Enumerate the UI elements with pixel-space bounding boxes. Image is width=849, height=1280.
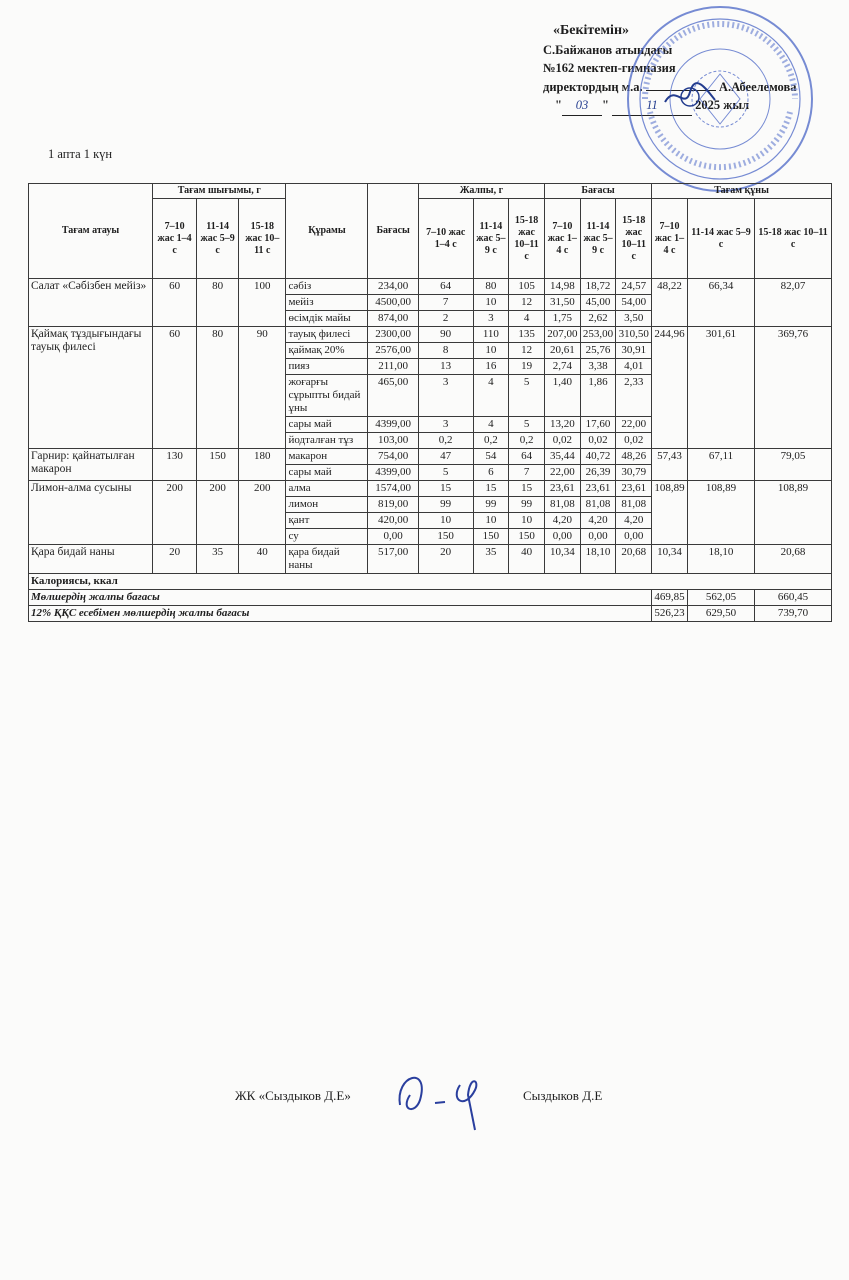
date-line: " 03 " 11 2025 жыл [543, 96, 843, 116]
table-header-row [29, 184, 832, 199]
dish-price: 108,89 [687, 481, 754, 545]
ingredient-grams: 3 [473, 311, 509, 327]
ingredient-grams: 19 [509, 359, 545, 375]
ingredient-grams: 64 [509, 449, 545, 465]
dish-output: 80 [197, 327, 239, 449]
dish-output: 20 [153, 545, 197, 574]
ingredient-price: 465,00 [368, 375, 418, 417]
dish-price: 244,96 [652, 327, 688, 449]
dish-price: 48,22 [652, 279, 688, 327]
ingredient-cost: 10,34 [544, 545, 580, 574]
ingredient-name: сәбіз [286, 279, 368, 295]
ingredient-name: йодталған тұз [286, 433, 368, 449]
ingredient-cost: 14,98 [544, 279, 580, 295]
ingredient-grams: 3 [418, 417, 473, 433]
ingredient-cost: 18,72 [580, 279, 616, 295]
ingredient-grams: 4 [473, 417, 509, 433]
age-header: 7–10 жас 1–4 с [418, 199, 473, 279]
ingredient-cost: 20,61 [544, 343, 580, 359]
ingredient-grams: 105 [509, 279, 545, 295]
ingredient-cost: 13,20 [544, 417, 580, 433]
dish-price: 82,07 [755, 279, 832, 327]
ingredient-cost: 30,91 [616, 343, 652, 359]
age-header: 11-14 жас 5–9 с [197, 199, 239, 279]
ingredient-cost: 253,00 [580, 327, 616, 343]
ingredient-grams: 7 [509, 465, 545, 481]
ingredient-name: макарон [286, 449, 368, 465]
ingredient-grams: 135 [509, 327, 545, 343]
ingredient-grams: 12 [509, 343, 545, 359]
ingredient-name: сары май [286, 417, 368, 433]
ingredient-row [29, 327, 832, 343]
ingredient-price: 2576,00 [368, 343, 418, 359]
dish-name: Салат «Сәбізбен мейіз» [29, 279, 153, 327]
director-label: директордың м.а. [543, 79, 643, 94]
ingredient-grams: 4 [509, 311, 545, 327]
dish-price: 369,76 [755, 327, 832, 449]
ingredient-grams: 54 [473, 449, 509, 465]
dish-price: 10,34 [652, 545, 688, 574]
ingredient-price: 0,00 [368, 529, 418, 545]
ingredient-cost: 4,20 [544, 513, 580, 529]
dish-price: 301,61 [687, 327, 754, 449]
ingredient-grams: 20 [418, 545, 473, 574]
ingredient-cost: 2,62 [580, 311, 616, 327]
dish-output: 180 [239, 449, 286, 481]
age-header: 15-18 жас 10–11 с [755, 199, 832, 279]
ingredient-cost: 35,44 [544, 449, 580, 465]
col-composition: Құрамы [286, 184, 368, 279]
dish-output: 90 [239, 327, 286, 449]
ingredient-name: сары май [286, 465, 368, 481]
ingredient-cost: 23,61 [616, 481, 652, 497]
ingredient-grams: 4 [473, 375, 509, 417]
ingredient-row [29, 481, 832, 497]
ingredient-price: 4399,00 [368, 465, 418, 481]
ingredient-name: жоғарғы сұрыпты бидай ұны [286, 375, 368, 417]
approve-title: «Бекітемін» [553, 23, 630, 38]
ingredient-grams: 40 [509, 545, 545, 574]
ingredient-cost: 310,50 [616, 327, 652, 343]
dish-output: 60 [153, 327, 197, 449]
age-header: 11-14 жас 5–9 с [473, 199, 509, 279]
ingredient-price: 211,00 [368, 359, 418, 375]
dish-price: 108,89 [755, 481, 832, 545]
age-header: 15-18 жас 10–11 с [509, 199, 545, 279]
ingredient-cost: 23,61 [544, 481, 580, 497]
ingredient-grams: 6 [473, 465, 509, 481]
dish-price: 18,10 [687, 545, 754, 574]
ingredient-cost: 30,79 [616, 465, 652, 481]
vat-total-row [29, 606, 832, 622]
ingredient-cost: 2,33 [616, 375, 652, 417]
ingredient-grams: 2 [418, 311, 473, 327]
ingredient-price: 819,00 [368, 497, 418, 513]
ingredient-name: қант [286, 513, 368, 529]
total-value: 660,45 [755, 590, 832, 606]
ingredient-cost: 1,75 [544, 311, 580, 327]
dish-output: 130 [153, 449, 197, 481]
school-name: С.Байжанов атындағы [543, 42, 673, 57]
ingredient-cost: 81,08 [580, 497, 616, 513]
supplier-name: ЖК «Сыздыков Д.Е» [235, 1088, 351, 1103]
ingredient-grams: 5 [509, 417, 545, 433]
ingredient-cost: 0,02 [544, 433, 580, 449]
ingredient-cost: 31,50 [544, 295, 580, 311]
dish-price: 57,43 [652, 449, 688, 481]
ingredient-grams: 110 [473, 327, 509, 343]
dish-price: 20,68 [755, 545, 832, 574]
ingredient-grams: 13 [418, 359, 473, 375]
total-value: 469,85 [652, 590, 688, 606]
ingredient-name: пияз [286, 359, 368, 375]
ingredient-row [29, 279, 832, 295]
ingredient-name: қара бидай наны [286, 545, 368, 574]
date-year: 2025 жыл [695, 98, 750, 112]
ingredient-cost: 26,39 [580, 465, 616, 481]
ingredient-cost: 3,38 [580, 359, 616, 375]
ingredient-name: су [286, 529, 368, 545]
ingredient-grams: 150 [473, 529, 509, 545]
ingredient-cost: 18,10 [580, 545, 616, 574]
total-value: 562,05 [687, 590, 754, 606]
dish-price: 67,11 [687, 449, 754, 481]
ingredient-cost: 4,01 [616, 359, 652, 375]
ingredient-grams: 5 [418, 465, 473, 481]
ingredient-row [29, 545, 832, 574]
ingredient-cost: 1,40 [544, 375, 580, 417]
ingredient-grams: 5 [509, 375, 545, 417]
dish-name: Қара бидай наны [29, 545, 153, 574]
director-name: А.Абеелемова [718, 79, 797, 94]
dish-output: 40 [239, 545, 286, 574]
dish-output: 200 [153, 481, 197, 545]
ingredient-grams: 16 [473, 359, 509, 375]
ingredient-cost: 0,02 [616, 433, 652, 449]
ingredient-price: 754,00 [368, 449, 418, 465]
col-dish-price: Тағам құны [652, 184, 832, 199]
ingredient-name: өсімдік майы [286, 311, 368, 327]
ingredient-grams: 0,2 [509, 433, 545, 449]
ingredient-cost: 2,74 [544, 359, 580, 375]
ingredient-grams: 10 [473, 513, 509, 529]
ingredient-grams: 150 [418, 529, 473, 545]
col-price: Бағасы [368, 184, 418, 279]
ingredient-price: 517,00 [368, 545, 418, 574]
ingredient-grams: 99 [473, 497, 509, 513]
ingredient-grams: 0,2 [473, 433, 509, 449]
age-header: 7–10 жас 1–4 с [544, 199, 580, 279]
age-header: 11-14 жас 5–9 с [580, 199, 616, 279]
ingredient-cost: 48,26 [616, 449, 652, 465]
dish-price: 79,05 [755, 449, 832, 481]
ingredient-cost: 0,00 [616, 529, 652, 545]
ingredient-price: 420,00 [368, 513, 418, 529]
calories-row [29, 574, 832, 590]
ingredient-cost: 40,72 [580, 449, 616, 465]
date-month: 11 [612, 96, 692, 116]
ingredient-cost: 24,57 [616, 279, 652, 295]
ingredient-grams: 15 [473, 481, 509, 497]
director-signature [660, 82, 720, 112]
menu-body [29, 279, 832, 574]
ingredient-grams: 99 [509, 497, 545, 513]
ingredient-cost: 22,00 [616, 417, 652, 433]
supplier-signature [390, 1055, 510, 1135]
age-header: 7–10 жас 1–4 с [652, 199, 688, 279]
ingredient-cost: 17,60 [580, 417, 616, 433]
ingredient-grams: 10 [509, 513, 545, 529]
ingredient-grams: 3 [418, 375, 473, 417]
ingredient-grams: 90 [418, 327, 473, 343]
ingredient-grams: 15 [418, 481, 473, 497]
age-header: 7–10 жас 1–4 с [153, 199, 197, 279]
vat-total-value: 526,23 [652, 606, 688, 622]
ingredient-name: қаймақ 20% [286, 343, 368, 359]
ingredient-price: 1574,00 [368, 481, 418, 497]
calories-label: Калориясы, ккал [29, 574, 832, 590]
ingredient-cost: 3,50 [616, 311, 652, 327]
total-label: Мөлшердің жалпы бағасы [29, 590, 652, 606]
ingredient-grams: 12 [509, 295, 545, 311]
ingredient-row [29, 449, 832, 465]
vat-total-value: 739,70 [755, 606, 832, 622]
ingredient-cost: 207,00 [544, 327, 580, 343]
ingredient-cost: 1,86 [580, 375, 616, 417]
ingredient-cost: 81,08 [616, 497, 652, 513]
ingredient-cost: 0,00 [580, 529, 616, 545]
ingredient-grams: 0,2 [418, 433, 473, 449]
ingredient-grams: 10 [418, 513, 473, 529]
ingredient-grams: 8 [418, 343, 473, 359]
total-row [29, 590, 832, 606]
ingredient-grams: 64 [418, 279, 473, 295]
ingredient-name: алма [286, 481, 368, 497]
ingredient-cost: 54,00 [616, 295, 652, 311]
ingredient-grams: 35 [473, 545, 509, 574]
dish-output: 200 [197, 481, 239, 545]
dish-name: Лимон-алма сусыны [29, 481, 153, 545]
age-header: 15-18 жас 10–11 с [616, 199, 652, 279]
dish-output: 80 [197, 279, 239, 327]
ingredient-grams: 15 [509, 481, 545, 497]
dish-output: 150 [197, 449, 239, 481]
vat-total-value: 629,50 [687, 606, 754, 622]
dish-name: Қаймақ тұздығындағы тауық филесі [29, 327, 153, 449]
ingredient-price: 103,00 [368, 433, 418, 449]
ingredient-cost: 0,00 [544, 529, 580, 545]
age-header: 11-14 жас 5–9 с [687, 199, 754, 279]
ingredient-cost: 4,20 [616, 513, 652, 529]
ingredient-name: тауық филесі [286, 327, 368, 343]
age-header: 15-18 жас 10–11 с [239, 199, 286, 279]
dish-name: Гарнир: қайнатылған макарон [29, 449, 153, 481]
ingredient-price: 2300,00 [368, 327, 418, 343]
dish-output: 200 [239, 481, 286, 545]
week-label: 1 апта 1 күн [48, 147, 113, 161]
ingredient-price: 4500,00 [368, 295, 418, 311]
gymnasium-name: №162 мектеп-гимназия [543, 61, 676, 75]
col-cost: Бағасы [544, 184, 651, 199]
date-day: 03 [562, 96, 602, 116]
menu-table [28, 183, 832, 622]
ingredient-grams: 99 [418, 497, 473, 513]
col-dish-name: Тағам атауы [29, 184, 153, 279]
col-output: Тағам шығымы, г [153, 184, 286, 199]
ingredient-cost: 45,00 [580, 295, 616, 311]
dish-output: 35 [197, 545, 239, 574]
ingredient-grams: 10 [473, 343, 509, 359]
ingredient-grams: 10 [473, 295, 509, 311]
ingredient-cost: 23,61 [580, 481, 616, 497]
ingredient-cost: 0,02 [580, 433, 616, 449]
dish-price: 108,89 [652, 481, 688, 545]
dish-output: 100 [239, 279, 286, 327]
ingredient-grams: 80 [473, 279, 509, 295]
supplier-short-name: Сыздыков Д.Е [523, 1088, 603, 1103]
ingredient-cost: 81,08 [544, 497, 580, 513]
ingredient-price: 874,00 [368, 311, 418, 327]
ingredient-grams: 47 [418, 449, 473, 465]
ingredient-grams: 7 [418, 295, 473, 311]
dish-price: 66,34 [687, 279, 754, 327]
ingredient-cost: 4,20 [580, 513, 616, 529]
vat-total-label: 12% ҚҚС есебімен мөлшердің жалпы бағасы [29, 606, 652, 622]
col-total: Жалпы, г [418, 184, 544, 199]
ingredient-cost: 22,00 [544, 465, 580, 481]
ingredient-name: лимон [286, 497, 368, 513]
ingredient-price: 234,00 [368, 279, 418, 295]
ingredient-cost: 20,68 [616, 545, 652, 574]
dish-output: 60 [153, 279, 197, 327]
ingredient-name: мейіз [286, 295, 368, 311]
ingredient-price: 4399,00 [368, 417, 418, 433]
ingredient-grams: 150 [509, 529, 545, 545]
ingredient-cost: 25,76 [580, 343, 616, 359]
